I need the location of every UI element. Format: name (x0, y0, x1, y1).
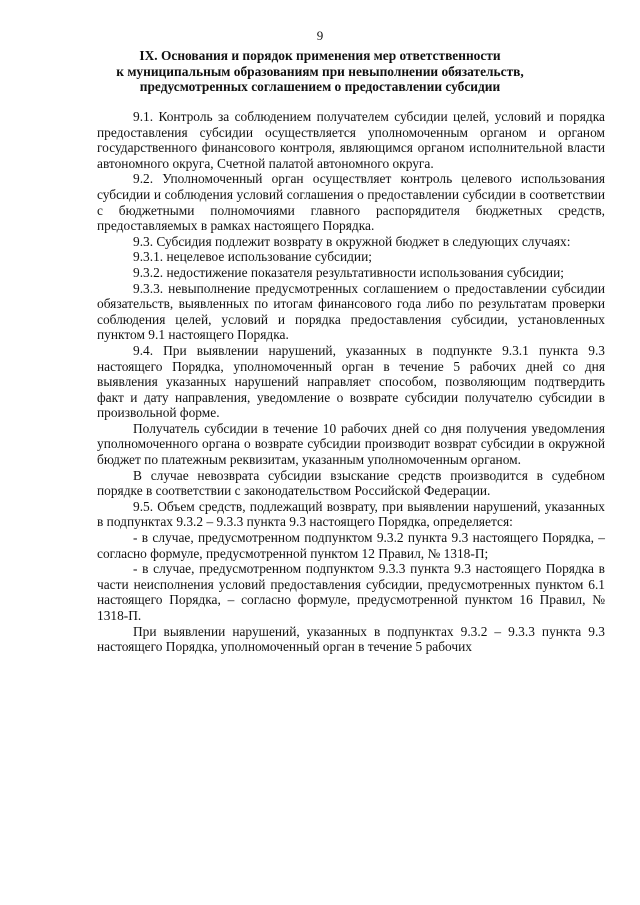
paragraph-9-3-3: 9.3.3. невыполнение предусмотренных соглашением о предоставлении субсидии обязательств, выявленных по итогам финансового года либо по результатам проверки соблюдения целей, условий и порядка предоставления субсидии, установленных пунктом 9.1 настоящего Порядка. (97, 280, 605, 343)
paragraph-9-3-2: 9.3.2. недостижение показателя результативности использования субсидии; (133, 264, 564, 280)
paragraph-9-5: 9.5. Объем средств, подлежащий возврату, при выявлении нарушений, указанных в подпунктах 9.3.2 – 9.3.3 пункта 9.3 настоящего Порядка, определяется: (97, 498, 605, 530)
paragraph-9-4: 9.4. При выявлении нарушений, указанных в подпункте 9.3.1 пункта 9.3 настоящего Порядка, уполномоченный орган в течение 5 рабочих дней со дня выявления указанных нарушений направляет способом, позволяющим подтвердить факт и дату направления, уведомление о возврате субсидии получателю субсидии в произвольной форме. (97, 342, 605, 421)
paragraph-9-1: 9.1. Контроль за соблюдением получателем субсидии целей, условий и порядка предоставления субсидии осуществляется уполномоченным органом и органом государственного финансового контроля, являющимся органом исполнительной власти автономного округа, Счетной палатой автономного округа. (97, 109, 605, 171)
paragraph-case-9-3-2: - в случае, предусмотренном подпунктом 9.3.2 пункта 9.3 настоящего Порядка, – согласно формуле, предусмотренной пунктом 12 Правил, № 1318-П; (97, 530, 605, 561)
paragraph-9-3-1: 9.3.1. нецелевое использование субсидии; (133, 249, 372, 265)
paragraph-9-3: 9.3. Субсидия подлежит возврату в окружной бюджет в следующих случаях: (133, 233, 571, 249)
heading-line-1: IX. Основания и порядок применения мер ответственности (139, 48, 501, 63)
section-heading (90, 48, 550, 95)
paragraph-recipient-return: Получатель субсидии в течение 10 рабочих дней со дня получения уведомления уполномоченного органа о возврате субсидии производит возврат субсидии в окружной бюджет по платежным реквизитам, указанным уполномоченным органом. (97, 420, 605, 468)
paragraph-case-9-3-3: - в случае, предусмотренном подпунктом 9.3.3 пункта 9.3 настоящего Порядка в части неисполнения условий предоставления субсидии, предусмотренных пунктом 6.1 настоящего Порядка, – согласно формуле, предусмотренной пунктом 16 Правил, № 1318-П. (97, 561, 605, 623)
paragraph-judicial-recovery: В случае невозврата субсидии взыскание средств производится в судебном порядке в соответствии с законодательством Российской Федерации. (97, 467, 605, 499)
paragraph-violations-continued: При выявлении нарушений, указанных в подпунктах 9.3.2 – 9.3.3 пункта 9.3 настоящего Порядка, уполномоченный орган в течение 5 рабочих (97, 623, 605, 655)
page-number: 9 (316, 28, 324, 43)
heading-line-3: предусмотренных соглашением о предоставлении субсидии (139, 79, 501, 94)
document-body (97, 109, 605, 655)
heading-line-2: к муниципальным образованиям при невыполнении обязательств, (116, 63, 524, 79)
paragraph-9-2: 9.2. Уполномоченный орган осуществляет контроль целевого использования субсидии и соблюдения условий соглашения о предоставлении субсидии в соответствии с бюджетными полномочиями главного распорядителя бюджетных средств, предоставляемых в рамках настоящего Порядка. (97, 171, 605, 234)
